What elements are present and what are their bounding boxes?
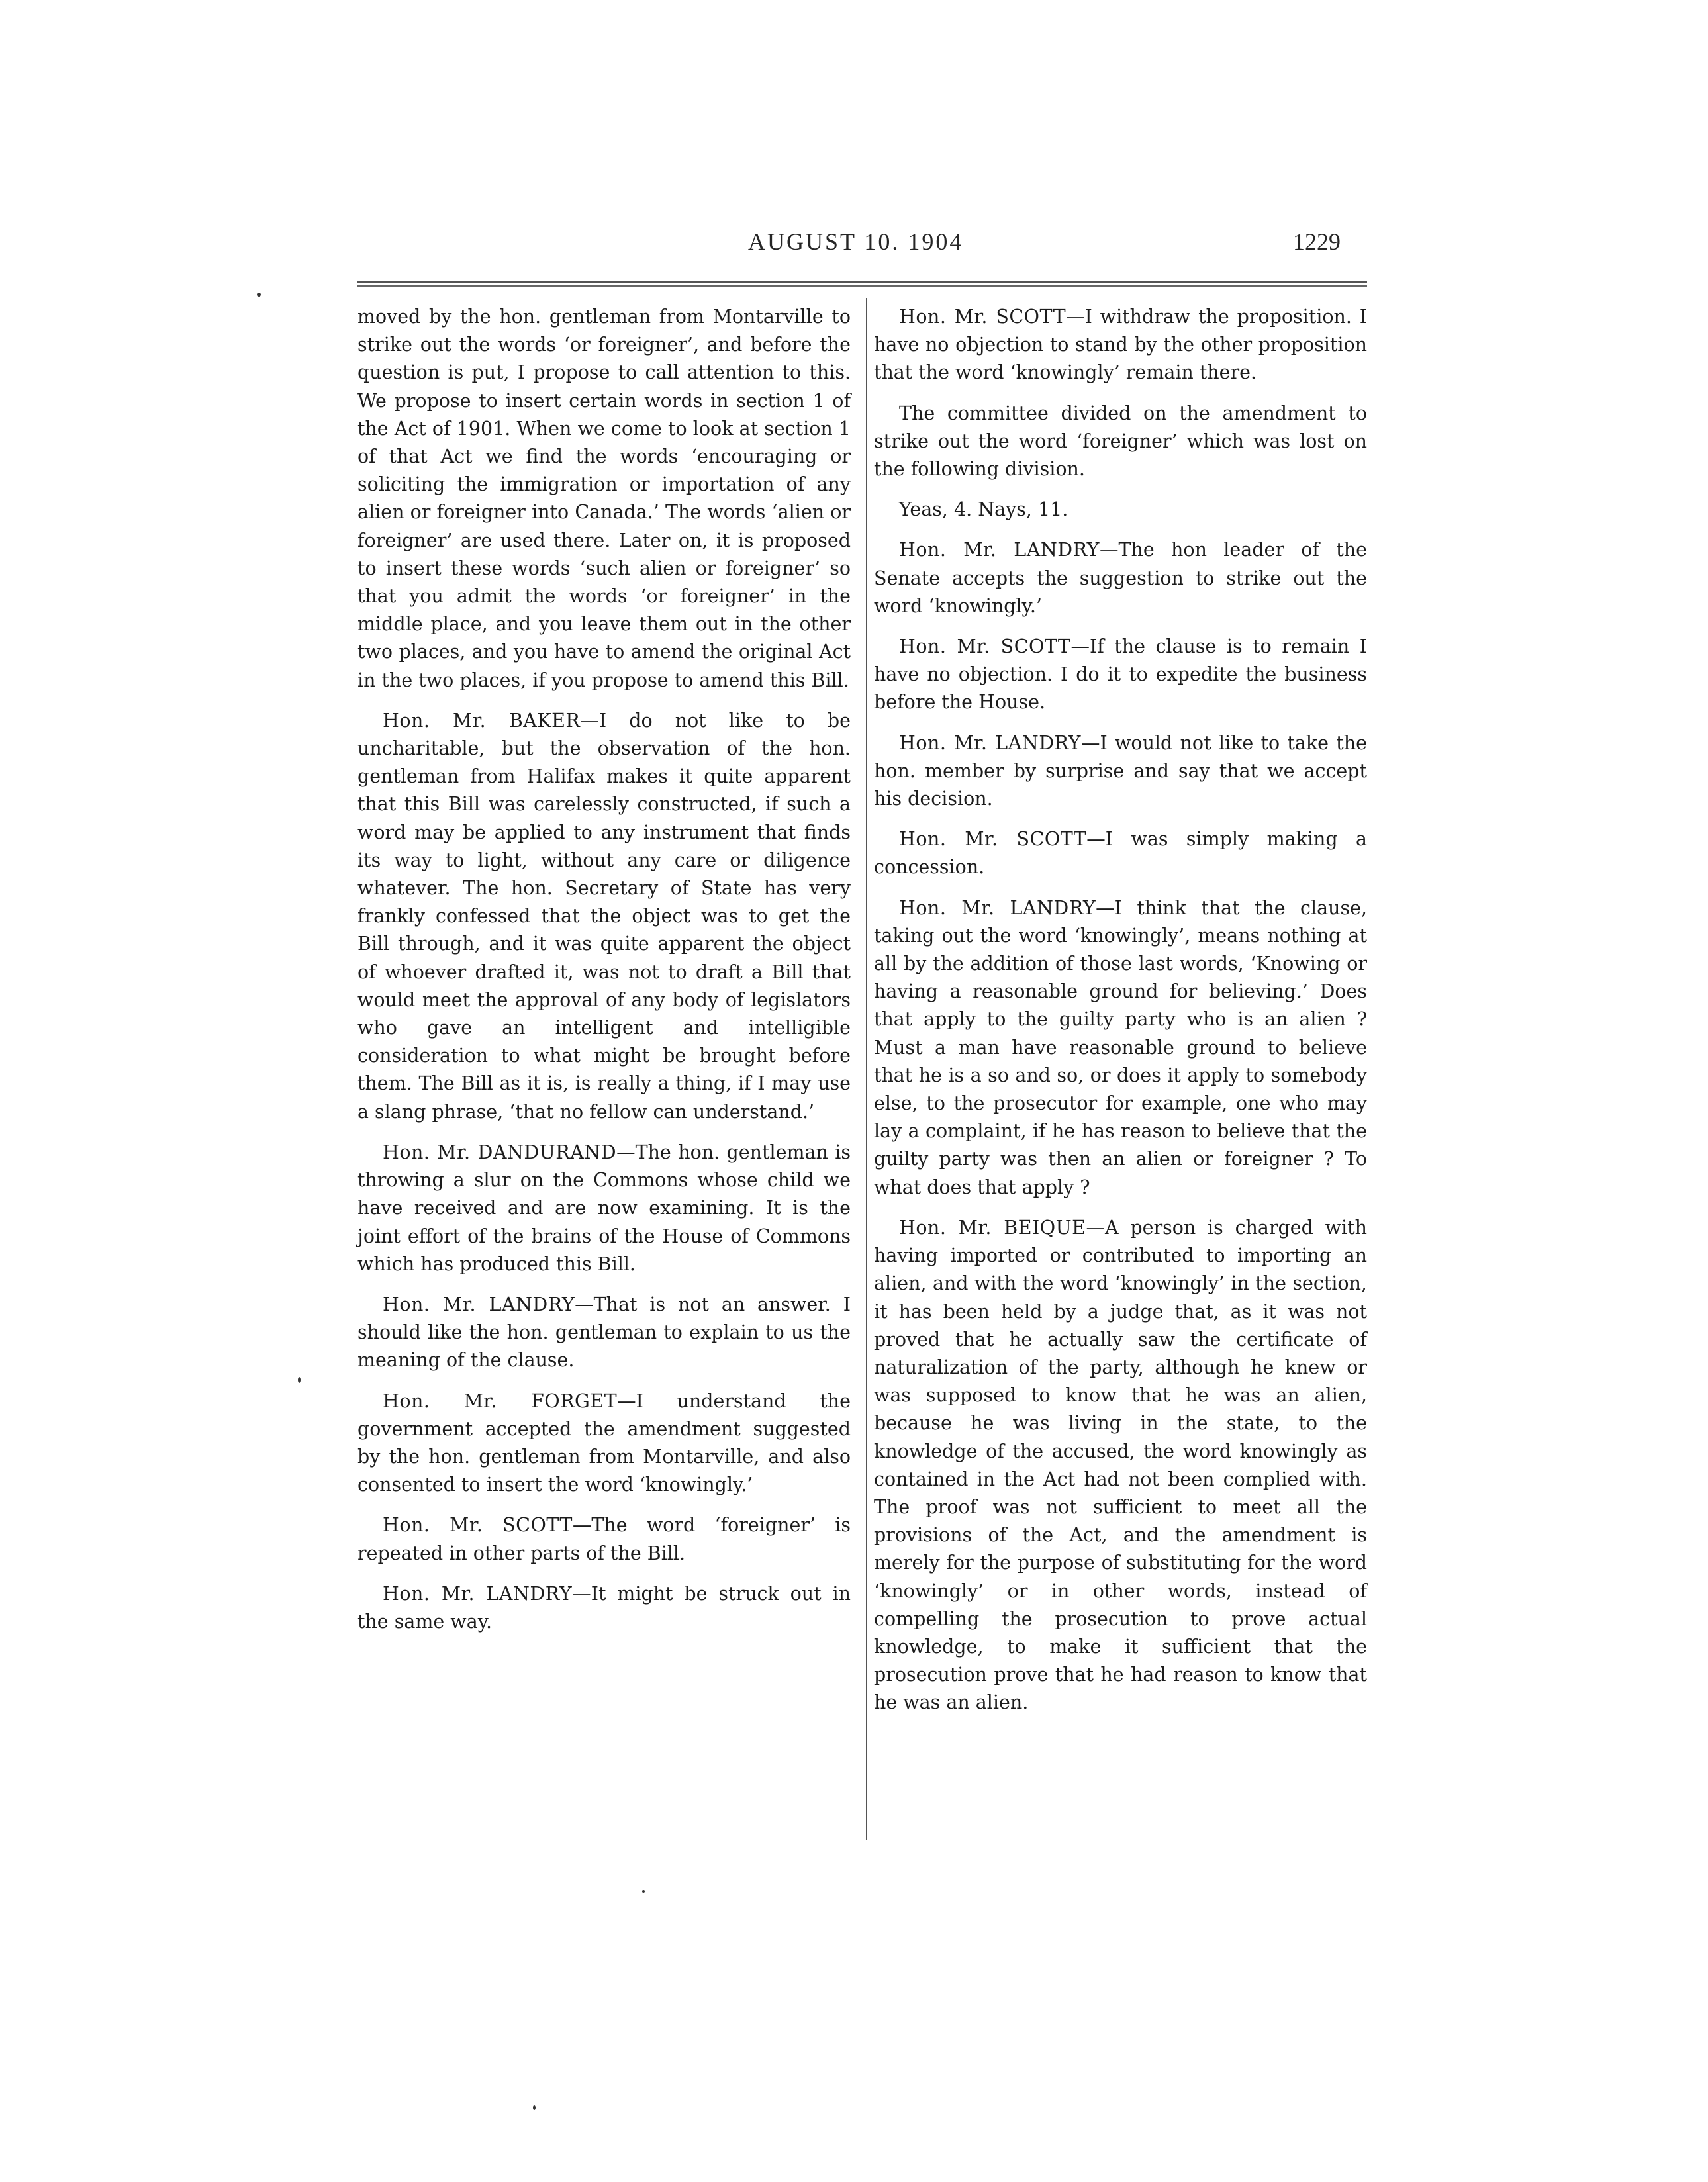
header-rule-top (357, 281, 1367, 283)
paragraph (874, 400, 1367, 484)
speaker-name: Hon. Mr. LANDRY (383, 1293, 575, 1315)
speaker-name: Hon. Mr. SCOTT (383, 1514, 573, 1537)
speech-paragraph (357, 1291, 851, 1375)
header-date: AUGUST 10. 1904 (748, 228, 964, 255)
paragraph-text: The committee divided on the amendment to strike out the word ‘foreigner’ which was lost on the following division. (874, 402, 1367, 481)
speech-paragraph (357, 1388, 851, 1499)
header-rule-bottom (357, 285, 1367, 287)
speech-paragraph (874, 730, 1367, 814)
scan-speck (642, 1890, 645, 1893)
speaker-name: Hon. Mr. BAKER (383, 709, 581, 732)
speech-text: —If the clause is to remain I have no objection. I do it to expedite the business before the House. (874, 636, 1367, 714)
speech-text: —I understand the government accepted the amendment suggested by the hon. gentleman from Montarville, and also consented to insert the word ‘knowingly.’ (357, 1390, 851, 1496)
speaker-name: Hon. Mr. SCOTT (899, 306, 1067, 328)
speech-text: —I withdraw the proposition. I have no objection to stand by the other proposition that the word ‘knowingly’ remain there. (874, 306, 1367, 384)
speech-text: —The word ‘foreigner’ is repeated in other parts of the Bill. (357, 1514, 851, 1564)
speaker-name: Hon. Mr. SCOTT (899, 828, 1087, 851)
speech-paragraph (357, 1139, 851, 1278)
speech-text: —I would not like to take the hon. member by surprise and say that we accept his decision. (874, 732, 1367, 810)
page-header (357, 228, 1341, 267)
left-column (357, 303, 851, 1648)
speech-paragraph (357, 707, 851, 1126)
speech-paragraph (357, 1511, 851, 1567)
speaker-name: Hon. Mr. LANDRY (899, 732, 1081, 754)
speech-paragraph (874, 826, 1367, 881)
speech-text: —I think that the clause, taking out the word ‘knowingly’, means nothing at all by the addition of those last words, ‘Knowing or having a reasonable ground for believing.’ Does that apply to the guilty party who is an alien ? Must a man have reasonable ground to believe that he is a so and so, or does it apply to somebody else, to the prosecutor for example, one who may lay a complaint, if he has reason to believe that the guilty party was then an alien or foreigner ? To what does that apply ? (874, 896, 1367, 1198)
speaker-name: Hon. Mr. BEIQUE (899, 1216, 1086, 1239)
scan-speck (257, 293, 261, 297)
speaker-name: Hon. Mr. LANDRY (899, 896, 1096, 919)
division-result (874, 496, 1367, 524)
speech-text: —I do not like to be uncharitable, but the observation of the hon. gentleman from Halifax makes it quite apparent that this Bill was carelessly constructed, if such a word may be applied to any instrument that finds its way to light, without any care or diligence whatever. The hon. Secretary of State has very frankly confessed that the object was to get the Bill through, and it was quite apparent the object of whoever drafted it, was not to draft a Bill that would meet the approval of any body of legislators who gave an intelligent and intelligible consideration to what might be brought before them. The Bill as it is, is really a thing, if I may use a slang phrase, ‘that no fellow can understand.’ (357, 709, 851, 1123)
right-column (874, 303, 1367, 1730)
column-divider (866, 298, 867, 1840)
scan-speck (533, 2105, 536, 2110)
speech-paragraph (874, 536, 1367, 620)
division-text: Yeas, 4. Nays, 11. (899, 498, 1068, 521)
speech-text: —A person is charged with having imported or contributed to importing an alien, and with the word ‘knowingly’ in the section, it has been held by a judge that, as it was not proved that he actually saw the certificate of naturalization of the party, although he knew or was supposed to know that he was an alien, because he was living in the state, to the knowledge of the accused, the word knowingly as contained in the Act had not been complied with. The proof was not sufficient to meet all the provisions of the Act, and the amendment is merely for the purpose of substituting for the word ‘knowingly’ or in other words, instead of compelling the prosecution to prove actual knowledge, to make it sufficient that the prosecution prove that he had reason to know that he was an alien. (874, 1216, 1367, 1714)
paragraph-text: moved by the hon. gentleman from Montarville to strike out the words ‘or foreigner’, and before the question is put, I propose to call attention to this. We propose to insert certain words in section 1 of the Act of 1901. When we come to look at section 1 of that Act we find the words ‘encouraging or soliciting the immigration or importation of any alien or foreigner into Canada.’ The words ‘alien or foreigner’ are used there. Later on, it is proposed to insert these words ‘such alien or foreigner’ so that you admit the words ‘or foreigner’ in the middle place, and you leave them out in the other two places, and you have to amend the original Act in the two places, if you propose to amend this Bill. (357, 306, 851, 691)
scan-speck (298, 1377, 301, 1383)
speech-paragraph (874, 1214, 1367, 1717)
speaker-name: Hon. Mr. DANDURAND (383, 1141, 617, 1163)
speech-paragraph (874, 894, 1367, 1202)
page-number: 1229 (1293, 228, 1341, 255)
speech-paragraph (357, 1580, 851, 1636)
speech-text: —The hon leader of the Senate accepts the suggestion to strike out the word ‘knowingly.’ (874, 539, 1367, 617)
speaker-name: Hon. Mr. LANDRY (899, 539, 1100, 561)
speech-text: —I was simply making a concession. (874, 828, 1367, 878)
speaker-name: Hon. Mr. SCOTT (899, 636, 1071, 658)
speech-text: —The hon. gentleman is throwing a slur on the Commons whose child we have received and are now examining. It is the joint effort of the brains of the House of Commons which has produced this Bill. (357, 1141, 851, 1275)
speaker-name: Hon. Mr. LANDRY (383, 1582, 573, 1605)
paragraph (357, 303, 851, 694)
speech-paragraph (874, 633, 1367, 717)
header-rule (357, 281, 1367, 288)
speech-text: —It might be struck out in the same way. (357, 1582, 851, 1633)
speech-text: —That is not an answer. I should like the hon. gentleman to explain to us the meaning of the clause. (357, 1293, 851, 1372)
speaker-name: Hon. Mr. FORGET (383, 1390, 618, 1412)
speech-paragraph (874, 303, 1367, 387)
